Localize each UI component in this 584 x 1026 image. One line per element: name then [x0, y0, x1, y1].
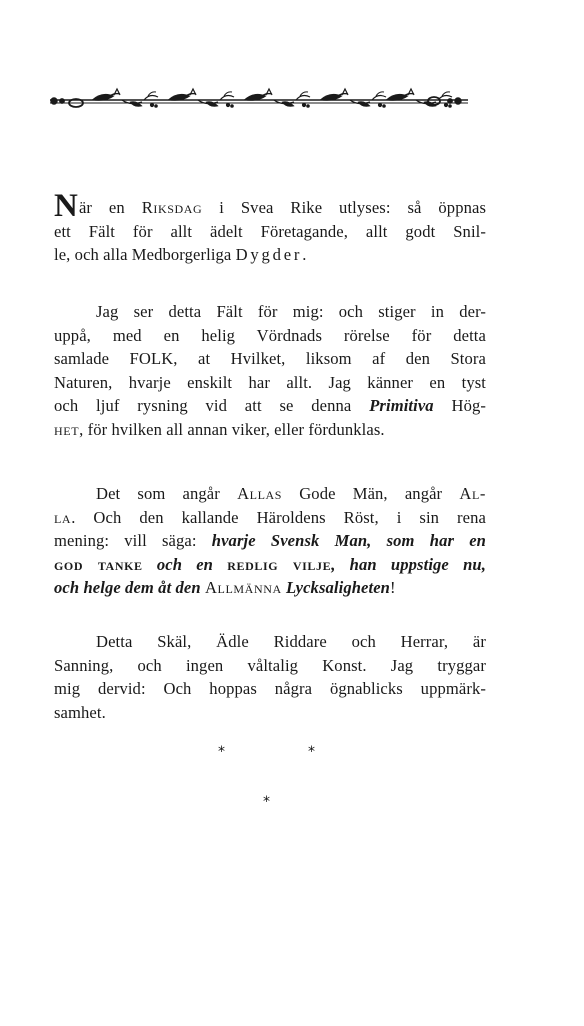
text-span-smallcaps: Allmänna	[204, 578, 282, 598]
paragraph-1	[54, 188, 487, 267]
text-span-spaced: Dygder	[235, 245, 303, 265]
asterism-star: *	[308, 744, 315, 760]
text-span: !	[390, 578, 396, 598]
paragraph-2	[54, 300, 486, 442]
text-line	[54, 553, 486, 577]
text-span: är en	[78, 198, 142, 217]
text-line	[54, 418, 486, 442]
paragraph-4	[54, 630, 486, 724]
text-line: Sanning, och ingen våltalig Konst. Jag tryggar	[54, 655, 486, 675]
paragraph-3	[54, 482, 486, 600]
text-line: mig dervid: Och hoppas några ögnablicks uppmärk-	[54, 679, 486, 699]
text-span: Hög-	[433, 396, 486, 416]
text-span-smallcaps: la	[54, 507, 72, 527]
text-span-smallcaps: het	[54, 419, 80, 439]
text-span-italic: Primitiva	[369, 396, 434, 416]
text-line	[54, 394, 486, 418]
text-span-smallcaps: Allas	[237, 484, 283, 503]
text-span: mening: vill säga:	[54, 531, 212, 551]
text-span: och ljuf rysning vid att se denna	[54, 396, 370, 416]
text-line: ett Fält för allt ädelt Företagande, allt godt Snil-	[54, 221, 486, 241]
text-span-smallcaps: Al-	[459, 484, 486, 503]
text-span: Gode Män, angår	[282, 484, 460, 503]
text-line: samlade FOLK, at Hvilket, liksom af den Stora	[54, 349, 486, 369]
text-line: uppå, med en helig Vördnads rörelse för detta	[54, 325, 486, 345]
text-line	[54, 506, 486, 530]
text-line	[54, 529, 486, 553]
text-span-italic: och helge dem åt den	[54, 578, 205, 598]
text-span-italic: och en	[142, 554, 228, 574]
text-line	[54, 576, 486, 600]
text-line: samhet.	[54, 702, 106, 722]
text-span-italic: hvarje Svensk Man, som har en	[211, 531, 487, 551]
text-span: le, och alla Medborgerliga	[54, 245, 236, 265]
asterism-star: *	[263, 794, 270, 810]
drop-cap: N	[54, 188, 78, 224]
text-span: , för hvilken all annan viker, eller fördunklas.	[79, 419, 385, 439]
decorative-vine-border	[48, 86, 470, 112]
asterism-star: *	[218, 744, 225, 760]
text-line	[54, 243, 486, 267]
text-line	[54, 482, 486, 506]
text-line: Naturen, hvarje enskilt har allt. Jag känner en tyst	[54, 372, 486, 392]
text-line	[54, 188, 487, 224]
text-span-smallcaps: redlig vilje	[227, 554, 332, 574]
text-span: i Svea Rike utlyses: så öppnas	[202, 198, 487, 217]
text-span-smallcaps: Riksdag	[141, 198, 203, 217]
text-span: . Och den kallande Häroldens Röst, i sin rena	[71, 507, 486, 527]
text-span: Det som angår	[96, 484, 238, 503]
text-line: Detta Skäl, Ädle Riddare och Herrar, är	[96, 632, 486, 651]
text-span-italic: , han uppstige nu,	[331, 554, 486, 574]
text-span-italic: Lycksaligheten	[281, 578, 391, 598]
text-span: .	[302, 245, 307, 265]
text-line: Jag ser detta Fält för mig: och stiger in der-	[96, 302, 486, 321]
text-span-smallcaps: god tanke	[54, 554, 143, 574]
